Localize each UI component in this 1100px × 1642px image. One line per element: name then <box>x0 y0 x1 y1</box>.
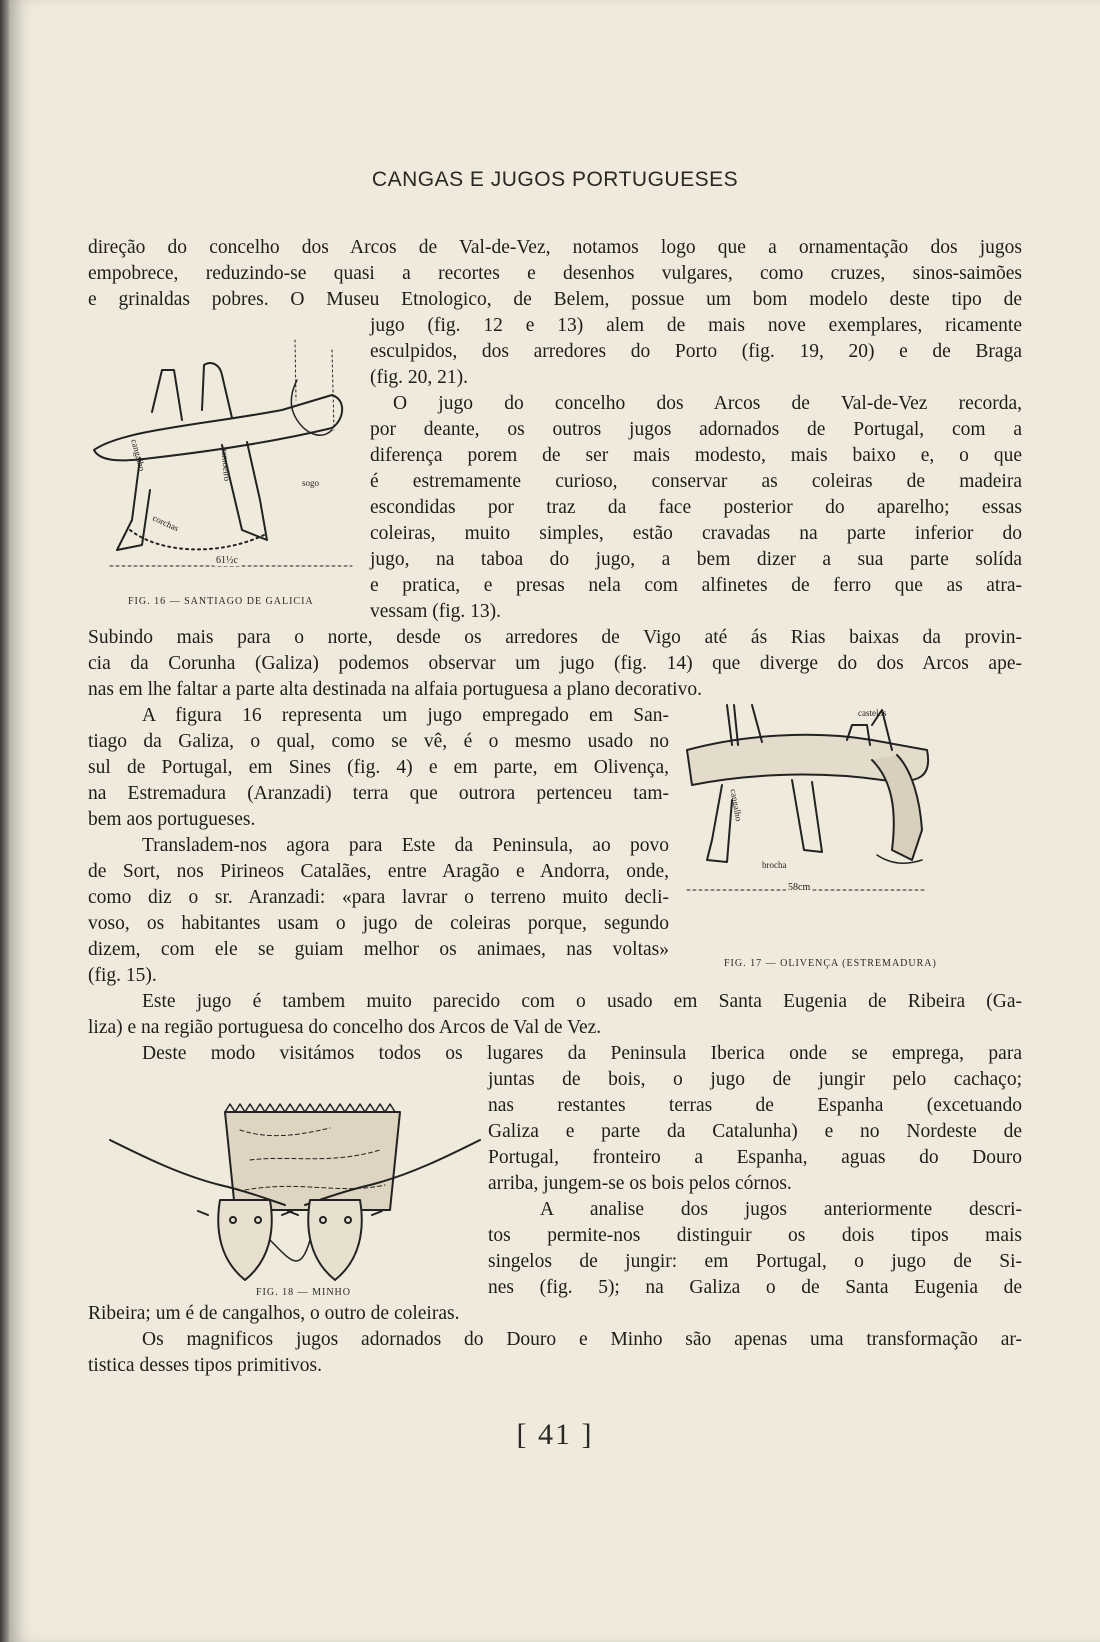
figure-18-caption: FIG. 18 — MINHO <box>256 1287 351 1298</box>
figure-16-yoke-drawing <box>82 330 362 580</box>
text-line: escondidas por traz da face posterior do aparelho; essas <box>370 497 1022 518</box>
fig17-label-measure: 58cm <box>788 882 811 893</box>
text-line: tos permite-nos distinguir os dois tipos mais <box>488 1225 1022 1246</box>
fig17-label-brocha: brocha <box>762 860 787 870</box>
text-line: coleiras, muito simples, estão cravadas na parte inferior do <box>370 523 1022 544</box>
fig16-label-sogo: sogo <box>302 478 320 488</box>
figure-17-caption: FIG. 17 — OLIVENÇA (ESTREMADURA) <box>724 958 937 969</box>
fig16-label-tamoeiro: tamoeiro <box>219 448 233 482</box>
book-page <box>10 0 1100 1642</box>
text-line: O jugo do concelho dos Arcos de Val-de-Vez recorda, <box>393 393 1022 414</box>
fig17-label-castelos: castelos <box>858 708 887 718</box>
text-line: tistica desses tipos primitivos. <box>88 1355 322 1376</box>
text-line: como diz o sr. Aranzadi: «para lavrar o terreno muito decli- <box>88 887 669 908</box>
text-line: esculpidos, dos arredores do Porto (fig. 19, 20) e de Braga <box>370 341 1022 362</box>
text-line: bem aos portugueses. <box>88 809 256 830</box>
text-line: empobrece, reduzindo-se quasi a recortes e desenhos vulgares, como cruzes, sinos-saimões <box>88 263 1022 284</box>
text-line: tiago da Galiza, o qual, como se vê, é o mesmo usado no <box>88 731 669 752</box>
text-line: nes (fig. 5); na Galiza o de Santa Eugenia de <box>488 1277 1022 1298</box>
text-line: (fig. 20, 21). <box>370 367 469 388</box>
fig17-label-cangalho: cangalho <box>728 788 744 822</box>
text-line: e grinaldas pobres. O Museu Etnologico, de Belem, possue um bom modelo deste tipo de <box>88 289 1022 310</box>
text-line: é estremamente curioso, conservar as coleiras de madeira <box>370 471 1022 492</box>
text-line: Portugal, fronteiro a Espanha, aguas do Douro <box>488 1147 1022 1168</box>
text-line: jugo, na taboa do jugo, a bem dizer a sua parte solída <box>370 549 1022 570</box>
fig16-label-measure: 61½c <box>216 555 238 566</box>
page-number: [ 41 ] <box>516 1418 594 1451</box>
text-line: Este jugo é tambem muito parecido com o usado em Santa Eugenia de Ribeira (Ga- <box>142 991 1022 1012</box>
fig16-label-corchas: corchas <box>151 512 181 534</box>
text-line: de Sort, nos Pirineos Catalães, entre Aragão e Andorra, onde, <box>88 861 669 882</box>
text-line: Galiza e parte da Catalunha) e no Nordeste de <box>488 1121 1022 1142</box>
text-line: cia da Corunha (Galiza) podemos observar um jugo (fig. 14) que diverge do dos Arcos ape- <box>88 653 1022 674</box>
text-line: nas restantes terras de Espanha (excetuando <box>488 1095 1022 1116</box>
text-line: singelos de jungir: em Portugal, o jugo de Si- <box>488 1251 1022 1272</box>
text-line: jugo (fig. 12 e 13) alem de mais nove exemplares, ricamente <box>370 315 1022 336</box>
running-head: CANGAS E JUGOS PORTUGUESES <box>371 168 739 191</box>
text-line: A analise dos jugos anteriormente descri- <box>540 1199 1022 1220</box>
text-line: por deante, os outros jugos adornados de Portugal, com a <box>370 419 1022 440</box>
text-line: diferença porem de ser mais modesto, mais baixo e, o que <box>370 445 1022 466</box>
text-line: vessam (fig. 13). <box>370 601 502 622</box>
text-line: Ribeira; um é de cangalhos, o outro de coleiras. <box>88 1303 460 1324</box>
text-line: dizem, com ele se guiam melhor os animaes, nas voltas» <box>88 939 669 960</box>
text-line: A figura 16 representa um jugo empregado em San- <box>142 705 669 726</box>
text-line: nas em lhe faltar a parte alta destinada na alfaia portuguesa a plano decorativo. <box>88 679 702 700</box>
text-line: na Estremadura (Aranzadi) terra que outrora pertenceu tam- <box>88 783 669 804</box>
text-line: (fig. 15). <box>88 965 157 986</box>
text-line: Subindo mais para o norte, desde os arredores de Vigo até ás Rias baixas da provin- <box>88 627 1022 648</box>
text-line: liza) e na região portuguesa do concelho dos Arcos de Val de Vez. <box>88 1017 602 1038</box>
figure-17-yoke-drawing <box>682 700 932 900</box>
figure-16-caption: FIG. 16 — SANTIAGO DE GALICIA <box>128 596 314 607</box>
text-line: e pratica, e presas nela com alfinetes de ferro que as atra- <box>370 575 1022 596</box>
text-line: voso, os habitantes usam o jugo de coleiras porque, segundo <box>88 913 669 934</box>
text-line: Transladem-nos agora para Este da Peninsula, ao povo <box>142 835 669 856</box>
figure-18-oxen-yoke-drawing <box>100 1100 490 1290</box>
text-line: Os magnificos jugos adornados do Douro e Minho são apenas uma transformação ar- <box>142 1329 1022 1350</box>
fig16-label-cangalho: cangalho <box>129 438 148 472</box>
text-line: Deste modo visitámos todos os lugares da Peninsula Iberica onde se emprega, para <box>142 1043 1022 1064</box>
text-line: sul de Portugal, em Sines (fig. 4) e em parte, em Olivença, <box>88 757 669 778</box>
text-line: direção do concelho dos Arcos de Val-de-Vez, notamos logo que a ornamentação dos jugos <box>88 237 1022 258</box>
text-line: arriba, jungem-se os bois pelos córnos. <box>488 1173 792 1194</box>
text-line: juntas de bois, o jugo de jungir pelo cachaço; <box>488 1069 1022 1090</box>
